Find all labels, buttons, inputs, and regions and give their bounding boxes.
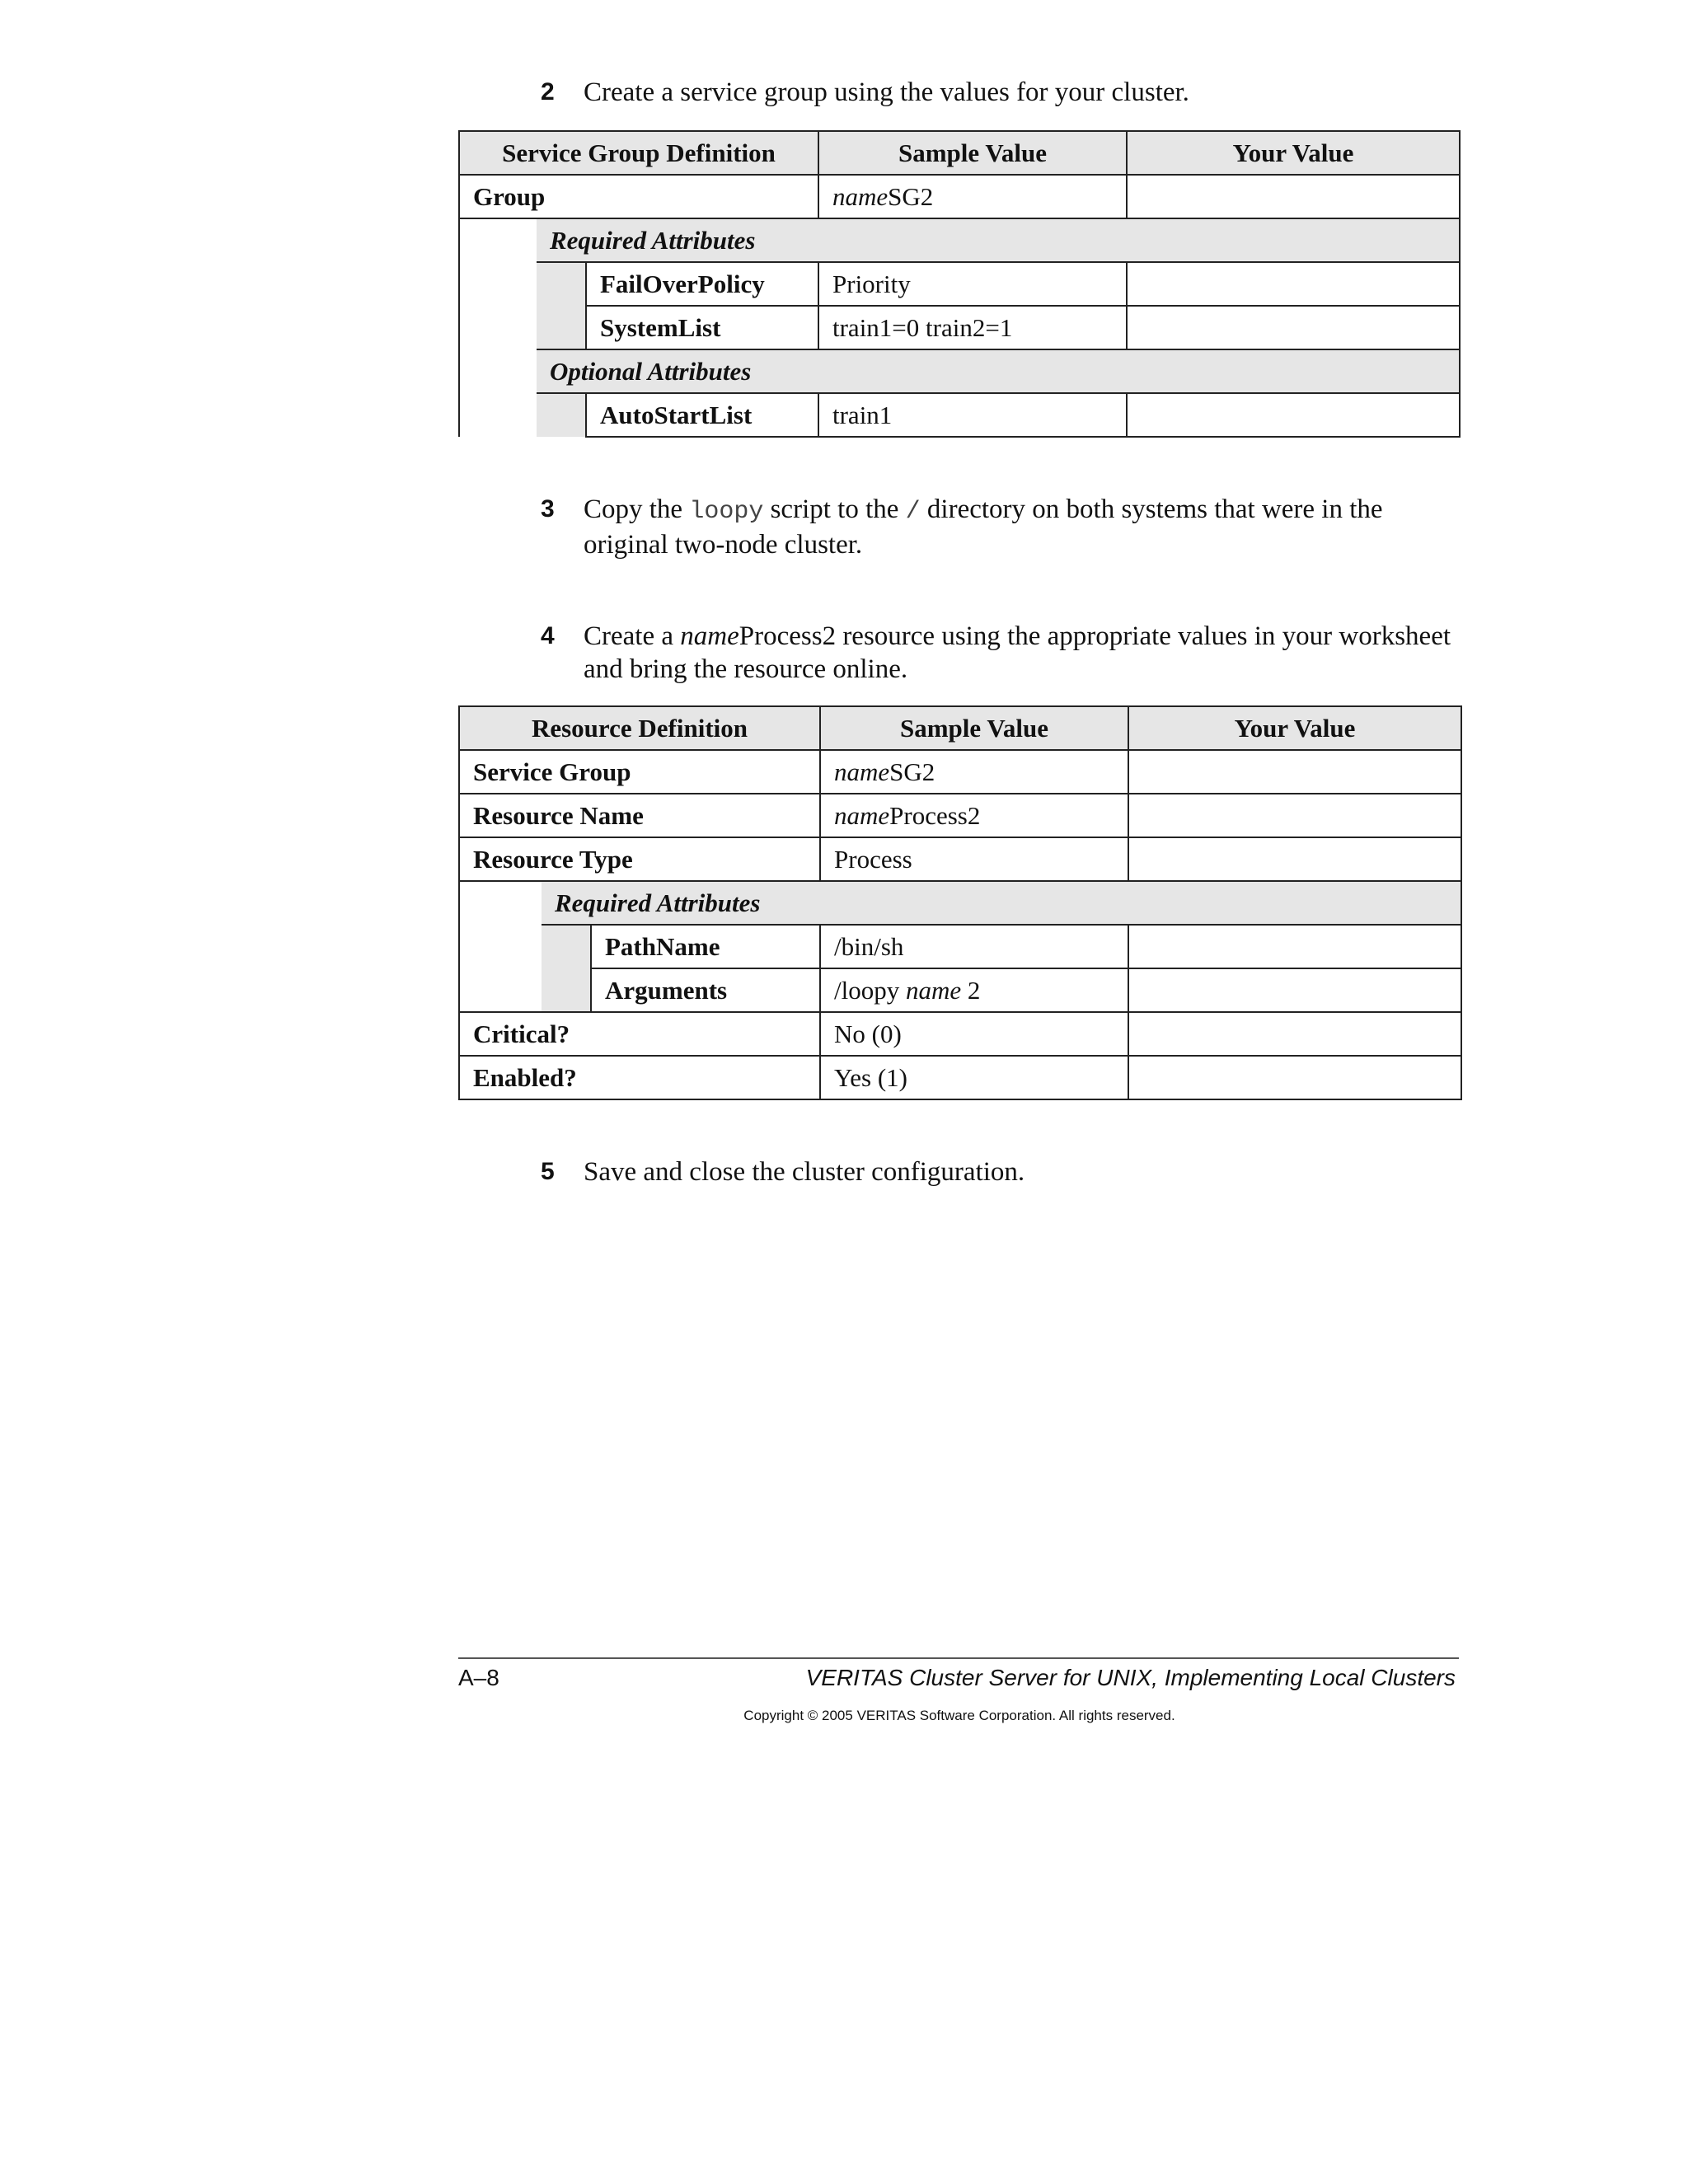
step-number: 2: [541, 78, 555, 105]
header-definition: Service Group Definition: [459, 131, 818, 175]
your-value-cell[interactable]: [1127, 393, 1460, 437]
row-label: Service Group: [459, 750, 820, 794]
step-number: 4: [541, 622, 555, 649]
header-sample-value: Sample Value: [818, 131, 1127, 175]
your-value-cell[interactable]: [1128, 794, 1461, 837]
table-row: [459, 393, 1460, 437]
step-3: [541, 493, 1464, 561]
table-row: [459, 262, 1460, 306]
table-row: [459, 306, 1460, 349]
step-4: [541, 620, 1464, 686]
sample-value: /bin/sh: [820, 925, 1128, 968]
sample-value: train1=0 train2=1: [818, 306, 1127, 349]
step-2: [541, 76, 1464, 109]
row-label: FailOverPolicy: [586, 262, 818, 306]
your-value-cell[interactable]: [1128, 1012, 1461, 1056]
sample-value: nameSG2: [820, 750, 1128, 794]
header-your-value: Your Value: [1127, 131, 1460, 175]
table-row: [459, 1056, 1461, 1099]
row-label: Group: [459, 175, 818, 218]
row-label: Resource Type: [459, 837, 820, 881]
your-value-cell[interactable]: [1128, 750, 1461, 794]
sample-value: train1: [818, 393, 1127, 437]
sample-value: Process: [820, 837, 1128, 881]
table-row: [459, 175, 1460, 218]
step-5: [541, 1155, 1464, 1188]
footer-rule: [458, 1657, 1459, 1659]
optional-attributes-heading: Optional Attributes: [537, 349, 1460, 393]
your-value-cell[interactable]: [1127, 175, 1460, 218]
your-value-cell[interactable]: [1127, 262, 1460, 306]
row-label: Critical?: [459, 1012, 820, 1056]
footer-title: VERITAS Cluster Server for UNIX, Implementing Local Clusters: [805, 1665, 1456, 1690]
your-value-cell[interactable]: [1127, 306, 1460, 349]
your-value-cell[interactable]: [1128, 925, 1461, 968]
section-row: [459, 218, 1460, 262]
row-label: Arguments: [591, 968, 820, 1012]
table-row: [459, 1012, 1461, 1056]
code-root-dir: /: [905, 498, 921, 526]
table-row: [459, 750, 1461, 794]
sample-value: No (0): [820, 1012, 1128, 1056]
code-loopy: loopy: [689, 498, 764, 526]
table-row: [459, 794, 1461, 837]
sample-value: Priority: [818, 262, 1127, 306]
section-row: [459, 881, 1461, 925]
required-attributes-heading: Required Attributes: [542, 881, 1461, 925]
header-your-value: Your Value: [1128, 706, 1461, 750]
your-value-cell[interactable]: [1128, 1056, 1461, 1099]
row-label: Resource Name: [459, 794, 820, 837]
your-value-cell[interactable]: [1128, 968, 1461, 1012]
table-row: [459, 968, 1461, 1012]
step-text: Copy the loopy script to the / directory on both systems that were in the original two-node cluster.: [584, 494, 1383, 560]
row-label: SystemList: [586, 306, 818, 349]
step-text: Create a nameProcess2 resource using the appropriate values in your worksheet and bring the resource online.: [584, 621, 1451, 684]
header-sample-value: Sample Value: [820, 706, 1128, 750]
row-label: PathName: [591, 925, 820, 968]
step-text: Create a service group using the values for your cluster.: [584, 77, 1189, 107]
header-definition: Resource Definition: [459, 706, 820, 750]
sample-value: nameSG2: [818, 175, 1127, 218]
required-attributes-heading: Required Attributes: [537, 218, 1460, 262]
service-group-worksheet-table: [458, 130, 1461, 438]
copyright: Copyright © 2005 VERITAS Software Corporation. All rights reserved.: [743, 1708, 1175, 1723]
sample-value: Yes (1): [820, 1056, 1128, 1099]
sample-value: /loopy name 2: [820, 968, 1128, 1012]
table-row: [459, 837, 1461, 881]
page-number: A–8: [458, 1665, 499, 1690]
step-text: Save and close the cluster configuration.: [584, 1157, 1025, 1187]
resource-worksheet-table: [458, 705, 1462, 1100]
your-value-cell[interactable]: [1128, 837, 1461, 881]
step-number: 5: [541, 1158, 555, 1185]
table-row: [459, 925, 1461, 968]
row-label: Enabled?: [459, 1056, 820, 1099]
sample-value: nameProcess2: [820, 794, 1128, 837]
row-label: AutoStartList: [586, 393, 818, 437]
section-row: [459, 349, 1460, 393]
step-number: 3: [541, 495, 555, 523]
